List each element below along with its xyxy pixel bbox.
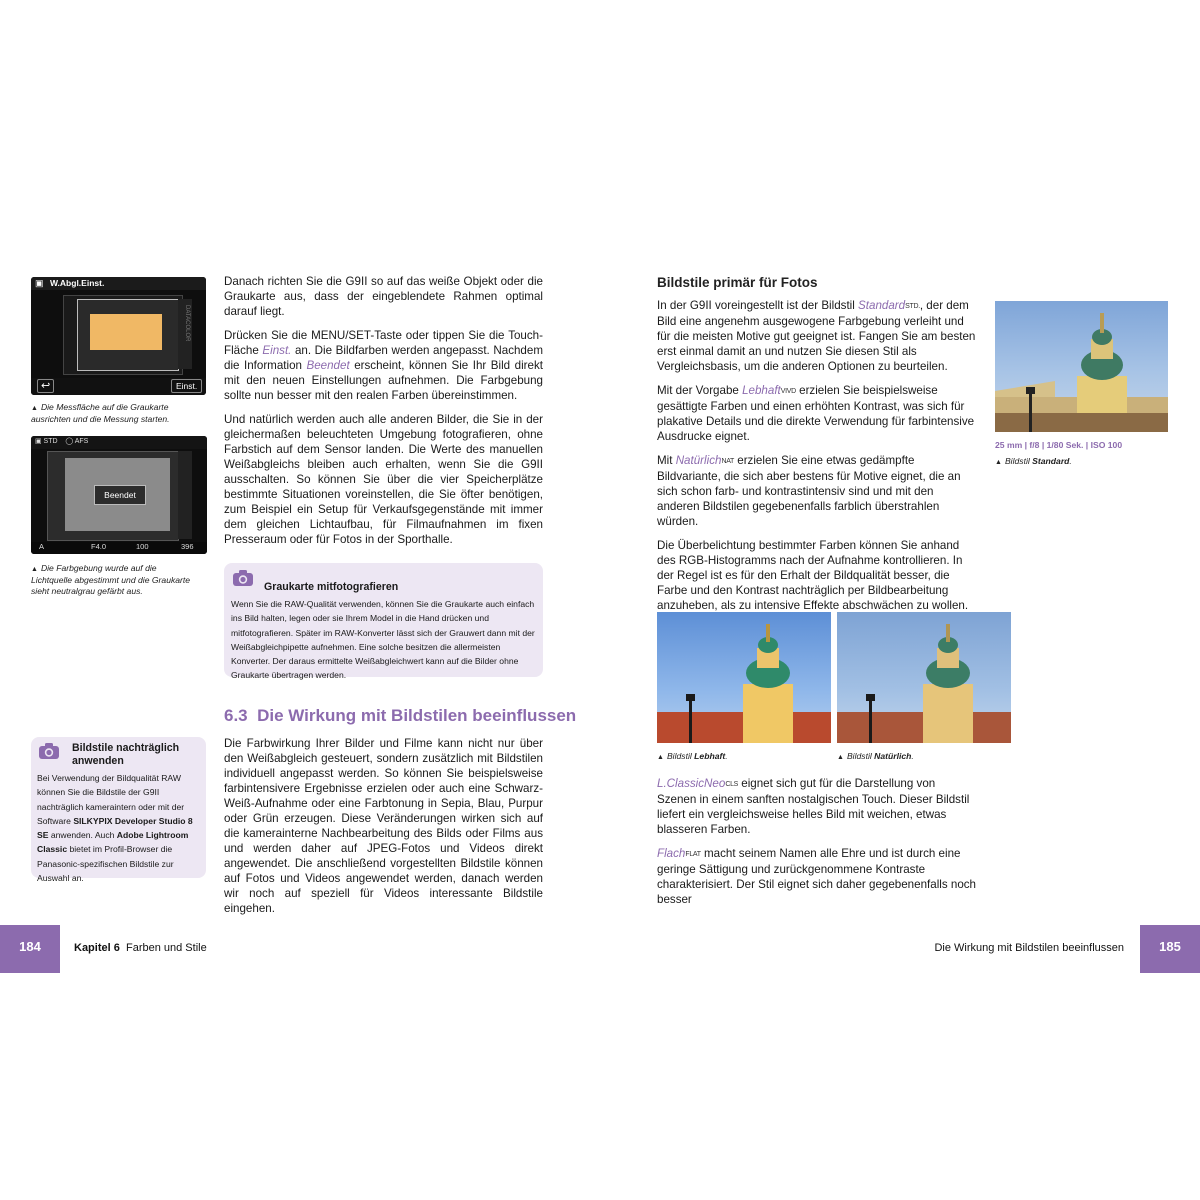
caption-screen1: ▲ Die Messfläche auf die Graukarte ausrichten und die Messung starten. [31,402,170,424]
left-body-top [224,274,543,556]
screen-title: W.Abgl.Einst. [50,278,105,288]
page-number-right: 185 [1140,925,1200,973]
finished-label: Beendet [94,485,146,505]
paragraph: Und natürlich werden auch alle anderen Bilder, die Sie in der gleichermaßen beleuchteten Umgebung fotografieren, ohne Farbstich auf dem Sensor landen. Die Werte des manuellen Weißabgleichs bleiben auch erhalten, wenn Sie die G9II ausschalten. So können Sie über die vier Speicherplätze bestimmte Situationen voreinstellen, die Sie öfter benötigen, zum Beispiel ein Setup für Verkaufsgegenstände mit immer dem gleichen Lichtaufbau, für Filmaufnahmen im fixen Presseraum oder für Fotos in der Sporthalle. [224,413,543,546]
caption-natural: ▲ Bildstil Natürlich. [837,751,914,761]
gray-card-area [90,314,162,350]
paragraph: Drücken Sie die MENU/SET-Taste oder tippen Sie die Touch-Fläche Einst. an. Die Bildfarben werden angepasst. Nachdem die Information Beendet erscheint, können Sie Ihr Bild direkt mit den neuen Einstellungen aufnehmen. Die Farbgebung sollte nun besser mit den realen Farben übereinstimmen. [224,329,543,402]
tip-title: Graukarte mitfotografieren [264,581,399,593]
camera-icon [232,569,254,587]
right-heading: Bildstile primär für Fotos [657,275,818,290]
running-head-left: Kapitel 6 Farben und Stile [74,942,207,954]
palace-photo-vivid [657,612,831,743]
paragraph: In der G9II voreingestellt ist der Bildstil StandardSTD., der dem Bild eine angenehm ausgewogene Farbgebung verleiht und für die meisten Motive gut geeignet ist. Fangen Sie am besten erst einmal damit an und nutzen Sie diesen Stil als Vergleichsbasis, um die anderen Optionen zu beurteilen. [657,299,976,373]
paragraph: Mit NatürlichNAT erzielen Sie eine etwas gedämpfte Bildvariante, die sich aber bestens für Motive eignet, die an sich schon farb- und kontrastintensiv sind und mit den anderen Bildstilen gegebenenfalls farblich überstrahlen würden. [657,454,961,528]
paragraph: FlachFLAT macht seinem Namen alle Ehre und ist durch eine geringe Sättigung und zurückgenommene Kontraste charakterisiert. Der Stil eignet sich daher gegebenenfalls noch besser [657,847,977,906]
photo-meta: 25 mm | f/8 | 1/80 Sek. | ISO 100 [995,440,1123,450]
tip-text: Bei Verwendung der Bildqualität RAW können Sie die Bildstile der G9II nachträglich kameraintern oder mit der Software SILKYPIX Developer Studio 8 SE anwenden. Auch Adobe Lightroom Classic bietet im Profil-Browser die Panasonic-spezifischen Bildstile zur Auswahl an. [37,773,193,884]
tip-title: Bildstile nachträglich anwenden [72,742,180,767]
tip-box-gray-card [224,563,543,681]
paragraph: Mit der Vorgabe LebhaftVIVD erzielen Sie beispielsweise gesättigte Farben und einen erhöhten Kontrast, was sich für plakative Details und die direkte Verwendung für farbintensive Ausdrucke eignet. [657,384,975,443]
left-body-bottom [224,736,543,925]
paragraph: L.ClassicNeoCLS eignet sich gut für die Darstellung von Szenen in einem sanften nostalgischen Touch. Dieser Bildstil liefert ein vergleichsweise helles Bild mit weichen, etwas blasseren Farben. [657,777,970,836]
caption-screen2: ▲ Die Farbgebung wurde auf die Lichtquelle abgestimmt und die Graukarte sieht neutralgrau gefärbt aus. [31,563,191,596]
set-button[interactable]: Einst. [171,379,202,393]
caption-standard: ▲ Bildstil Standard. [995,456,1072,466]
right-body-top [657,298,977,622]
tip-box-bildstile [31,737,206,884]
paragraph: Danach richten Sie die G9II so auf das weiße Objekt oder die Graukarte aus, dass der eingeblendete Rahmen optimal darauf liegt. [224,275,543,318]
palace-photo-natural [837,612,1011,743]
section-heading: 6.3 Die Wirkung mit Bildstilen beeinflussen [224,706,577,725]
caption-vivid: ▲ Bildstil Lebhaft. [657,751,728,761]
tip-text: Wenn Sie die RAW-Qualität verwenden, können Sie die Graukarte auch einfach ins Bild halten, legen oder sie Ihrem Model in die Hand drücken und mitfotografieren. Später im RAW-Konverter lässt sich der Grauwert dann mit der Weißabgleichpipette aufnehmen. Eine solche besitzen die allermeisten Konverter. Der daraus ermittelte Weißabgleichwert kann auf die Bilder ohne Graukarte übertragen werden. [231,599,535,681]
paragraph: Die Farbwirkung Ihrer Bilder und Filme kann nicht nur über den Weißabgleich gesteuert, sondern zusätzlich mit Bildstilen individuell angepasst werden. So können Sie beispielsweise farbintensivere Ergebnisse erzielen oder auch eine Schwarz-Weiß-Aufnahme oder eine Farbtonung in Sepia, Blau, Purpur oder Grün erzeugen. Diese Veränderungen wirken sich auf die kamerainterne Nachbearbeitung des Bilds oder Films aus und werden daher auf JPEG-Fotos und Videos direkt angewendet. Die anschließend vorgestellten Bildstile können auf Fotos und Videos angewendet werden, danach werden wir noch auf speziell für Videos interessante Bildstile eingehen. [224,737,543,915]
page-number-left: 184 [0,925,60,973]
palace-photo-standard [995,301,1168,432]
right-body-bottom [657,776,977,916]
paragraph: Die Überbelichtung bestimmter Farben können Sie anhand des RGB-Histogramms nach der Aufnahme kontrollieren. In der Regel ist es für den Erhalt der Bildqualität besser, die Farbe und den Kontrast nachträglich per Bildbearbeitung anzuheben, als zu intensive Effekte abschwächen zu wollen. [657,539,969,612]
camera-screen-white-balance: ▣ W.Abgl.Einst. DATACOLOR ↩ Einst. [31,277,206,395]
camera-mode-icon: ▣ [35,278,44,288]
camera-screen-finished: ▣ STD ◯ AFS Beendet A F4.0 100 396 [31,436,207,554]
back-icon[interactable]: ↩ [37,379,54,393]
running-head-right: Die Wirkung mit Bildstilen beeinflussen [934,942,1124,954]
camera-icon [38,742,60,760]
